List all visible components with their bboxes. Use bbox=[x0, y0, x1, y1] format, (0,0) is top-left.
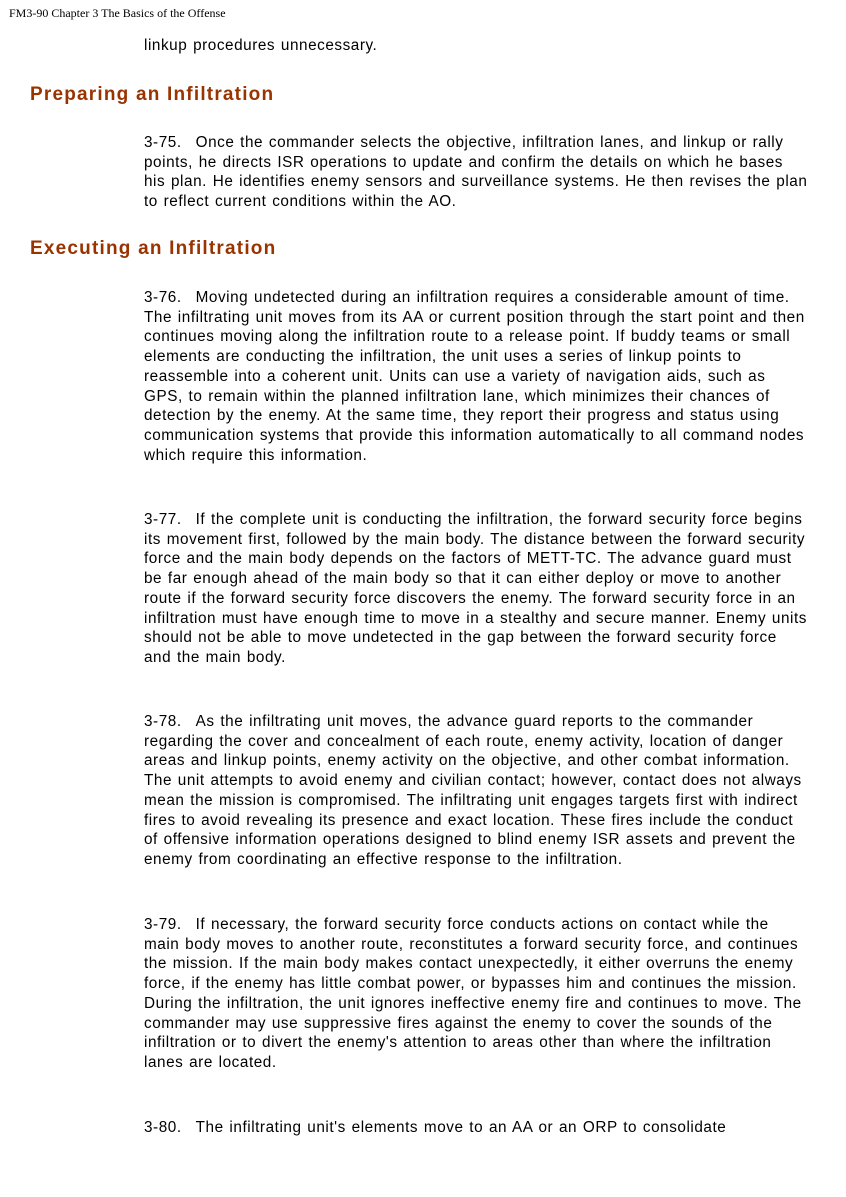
section-heading-preparing: Preparing an Infiltration bbox=[30, 84, 275, 105]
paragraph-text: Once the commander selects the objective, infiltration lanes, and linkup or rally points, he directs ISR operations to update and confirm the details on which he bases his plan. He identifies enemy sensors and surveillance systems. He then revises the plan to reflect current conditions within the AO. bbox=[144, 134, 808, 211]
paragraph-3-79 bbox=[144, 915, 808, 1073]
paragraph-number: 3-76. bbox=[144, 289, 182, 306]
paragraph-number: 3-75. bbox=[144, 134, 182, 151]
paragraph-text: Moving undetected during an infiltration requires a considerable amount of time. The infiltrating unit moves from its AA or current position through the start point and then continues moving along the infiltration route to a release point. If buddy teams or small elements are conducting the infiltration, the unit uses a series of linkup points to reassemble into a coherent unit. Units can use a variety of navigation aids, such as GPS, to remain within the planned infiltration lane, which minimizes their chances of detection by the enemy. At the same time, they report their progress and status using communication systems that provide this information automatically to all command nodes which require this information. bbox=[144, 289, 805, 464]
continuation-text: linkup procedures unnecessary. bbox=[144, 37, 378, 54]
paragraph-text: If the complete unit is conducting the infiltration, the forward security force begins its movement first, followed by the main body. The distance between the forward security force and the main body depends on the factors of METT-TC. The advance guard must be far enough ahead of the main body so that it can either deploy or move to another route if the forward security force discovers the enemy. The forward security force in an infiltration must have enough time to move in a stealthy and secure manner. Enemy units should not be able to move undetected in the gap between the forward security force and the main body. bbox=[144, 511, 807, 666]
paragraph-3-76 bbox=[144, 288, 808, 465]
paragraph-text: The infiltrating unit's elements move to an AA or an ORP to consolidate bbox=[195, 1119, 727, 1136]
section-heading-executing: Executing an Infiltration bbox=[30, 238, 277, 259]
paragraph-text: As the infiltrating unit moves, the advance guard reports to the commander regarding the cover and concealment of each route, enemy activity, location of danger areas and linkup points, enemy activity on the objective, and other combat information. The unit attempts to avoid enemy and civilian contact; however, contact does not always mean the mission is compromised. The infiltrating unit engages targets first with indirect fires to avoid revealing its presence and exact location. These fires include the conduct of offensive information operations designed to blind enemy ISR assets and prevent the enemy from coordinating an effective response to the infiltration. bbox=[144, 713, 802, 868]
paragraph-text: If necessary, the forward security force conducts actions on contact while the main body moves to another route, reconstitutes a forward security force, and continues the mission. If the main body makes contact unexpectedly, it either overruns the enemy force, if the enemy has little combat power, or bypasses him and continues the mission. During the infiltration, the unit ignores ineffective enemy fire and continues to move. The commander may use suppressive fires against the enemy to cover the sounds of the infiltration or to divert the enemy's attention to areas other than where the infiltration lanes are located. bbox=[144, 916, 802, 1071]
paragraph-3-80 bbox=[144, 1118, 808, 1138]
paragraph-number: 3-78. bbox=[144, 713, 182, 730]
paragraph-3-77 bbox=[144, 510, 808, 668]
paragraph-3-78 bbox=[144, 712, 808, 870]
paragraph-number: 3-77. bbox=[144, 511, 182, 528]
paragraph-3-75 bbox=[144, 133, 808, 212]
paragraph-number: 3-80. bbox=[144, 1119, 182, 1136]
paragraph-number: 3-79. bbox=[144, 916, 182, 933]
running-header: FM3-90 Chapter 3 The Basics of the Offense bbox=[9, 6, 226, 20]
